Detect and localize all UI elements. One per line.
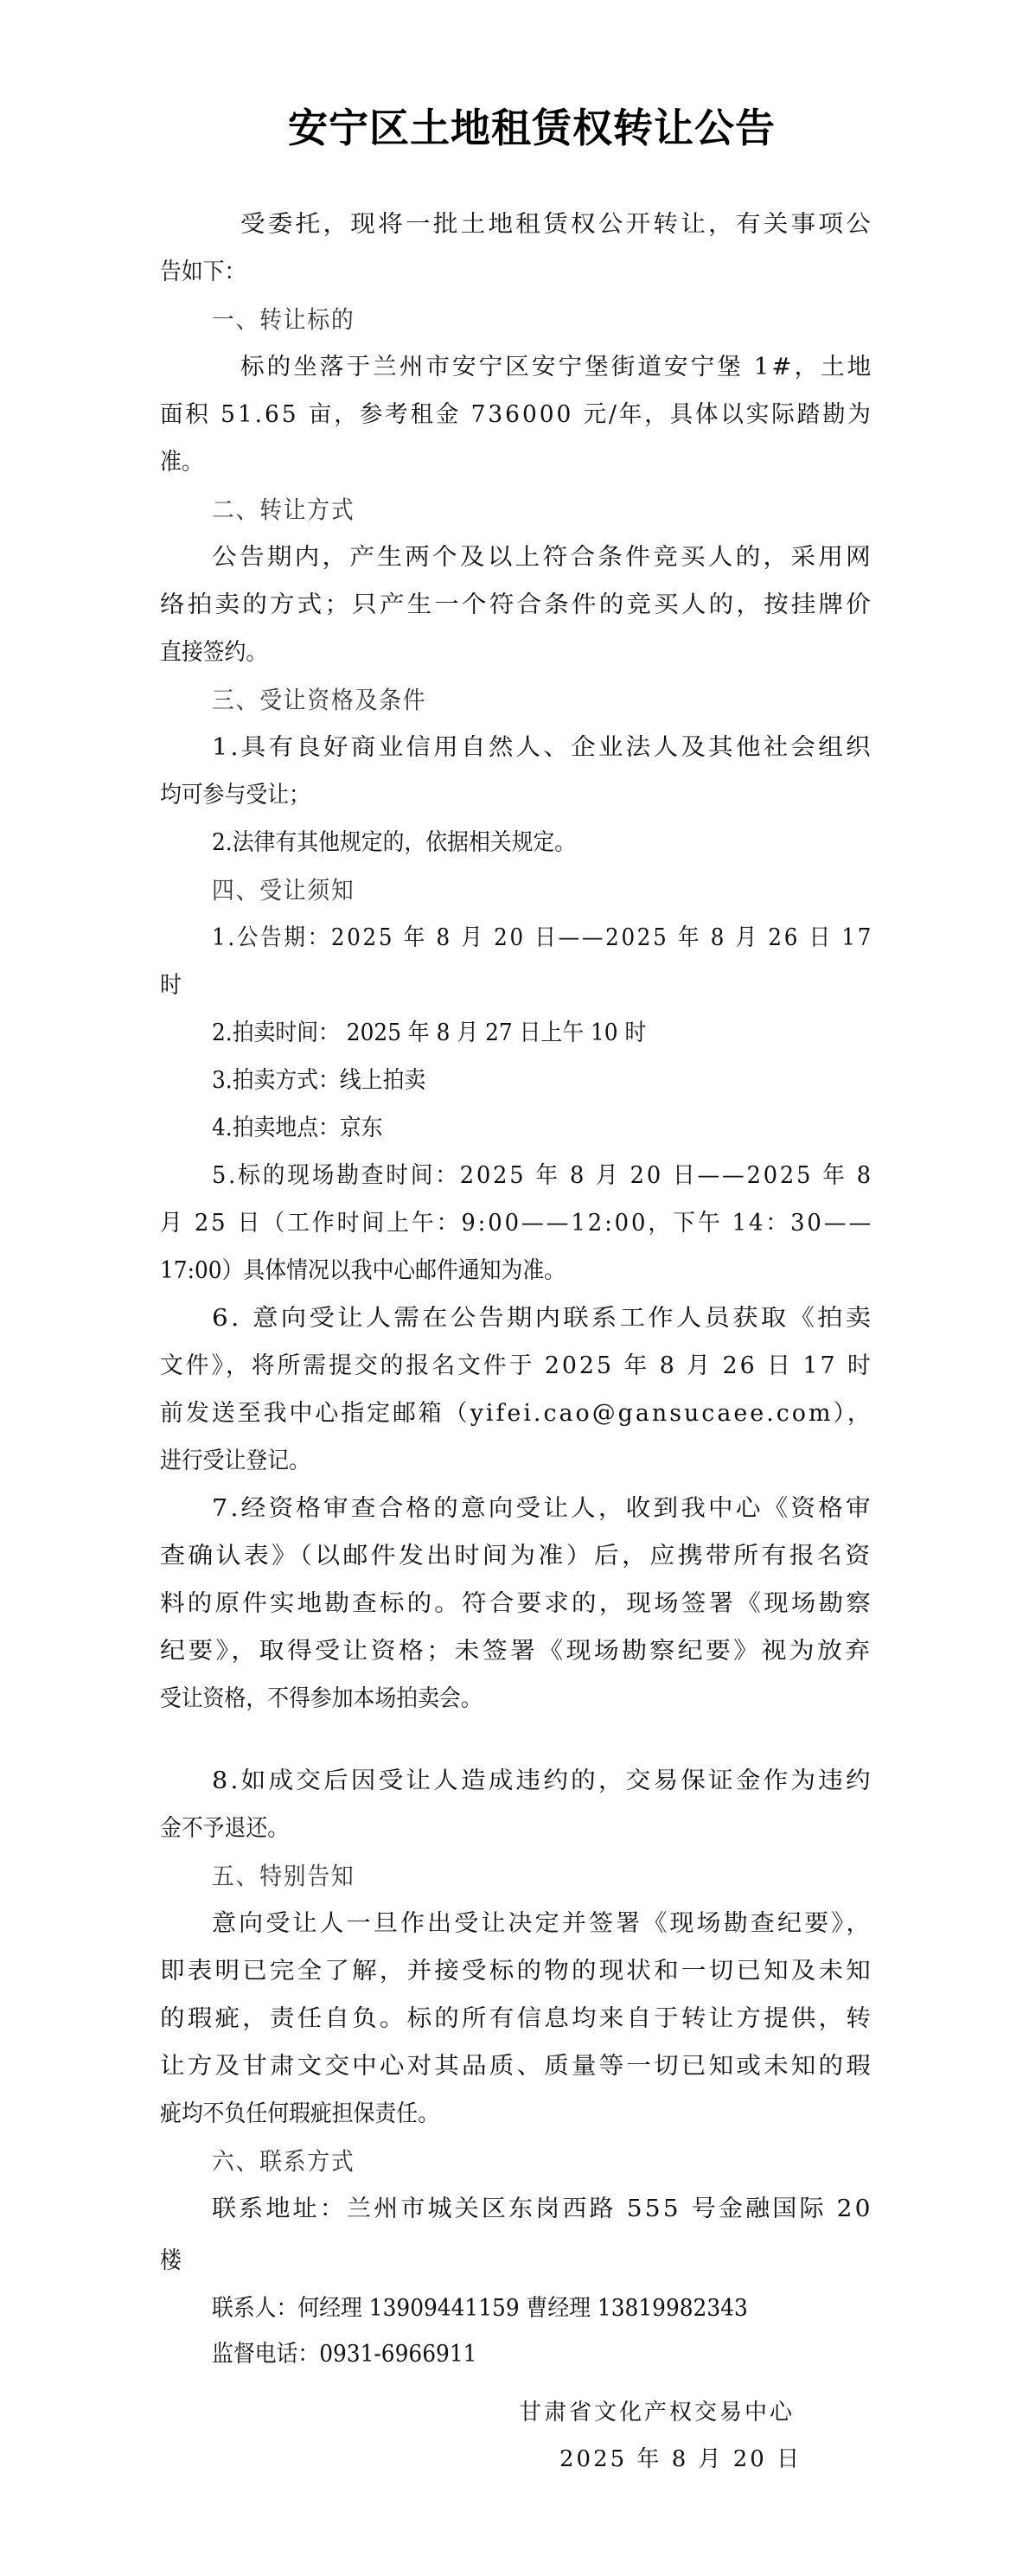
paragraph-line: 2.法律有其他规定的，依据相关规定。 xyxy=(212,829,577,856)
section-heading: 四、受让须知 xyxy=(212,876,355,904)
paragraph-line: 5.标的现场勘查时间：2025 年 8 月 20 日——2025 年 8 xyxy=(212,1162,873,1189)
paragraph-line: 意向受让人一旦作出受让决定并签署《现场勘查纪要》， xyxy=(212,1910,873,1937)
paragraph-line: 直接签约。 xyxy=(160,639,268,666)
signature-date: 2025 年 8 月 20 日 xyxy=(559,2446,802,2472)
paragraph-line: 即表明已完全了解，并接受标的物的现状和一切已知及未知 xyxy=(160,1958,874,1985)
paragraph-line: 7.经资格审查合格的意向受让人，收到我中心《资格审 xyxy=(212,1495,873,1522)
paragraph-line: 文件》，将所需提交的报名文件于 2025 年 8 月 26 日 17 时 xyxy=(160,1352,873,1379)
signature-organization: 甘肃省文化产权交易中心 xyxy=(519,2400,796,2426)
intro-line: 告如下： xyxy=(160,259,246,285)
intro-line: 受委托，现将一批土地租赁权公开转让，有关事项公 xyxy=(240,211,874,238)
paragraph-line: 2.拍卖时间： 2025 年 8 月 27 日上午 10 时 xyxy=(212,1020,647,1046)
contact-address-line: 楼 xyxy=(160,2247,182,2274)
section-heading: 三、受让资格及条件 xyxy=(212,686,427,714)
paragraph-line: 料的原件实地勘查标的。符合要求的，现场签署《现场勘察 xyxy=(160,1590,874,1617)
paragraph-line: 4.拍卖地点：京东 xyxy=(212,1115,383,1141)
paragraph-line: 查确认表》（以邮件发出时间为准）后，应携带所有报名资 xyxy=(160,1543,873,1569)
paragraph-line: 面积 51.65 亩，参考租金 736000 元/年，具体以实际踏勘为 xyxy=(160,401,873,428)
paragraph-line: 标的坐落于兰州市安宁区安宁堡街道安宁堡 1#，土地 xyxy=(240,354,874,380)
paragraph-line: 受让资格，不得参加本场拍卖会。 xyxy=(160,1685,483,1712)
paragraph-line: 疵均不负任何瑕疵担保责任。 xyxy=(160,2100,439,2127)
paragraph-line: 1.公告期：2025 年 8 月 20 日——2025 年 8 月 26 日 17 xyxy=(212,924,874,951)
paragraph-line: 8.如成交后因受让人造成违约的，交易保证金作为违约 xyxy=(212,1767,873,1794)
paragraph-line: 1.具有良好商业信用自然人、企业法人及其他社会组织 xyxy=(212,734,873,761)
contact-address-line: 联系地址：兰州市城关区东岗西路 555 号金融国际 20 xyxy=(212,2196,873,2222)
section-heading: 一、转让标的 xyxy=(212,305,355,334)
paragraph-line: 时 xyxy=(160,972,182,999)
paragraph-line: 进行受让登记。 xyxy=(160,1448,310,1474)
section-heading: 六、联系方式 xyxy=(212,2147,355,2176)
paragraph-line: 公告期内，产生两个及以上符合条件竞买人的，采用网 xyxy=(212,544,873,571)
paragraph-line: 准。 xyxy=(160,449,203,476)
paragraph-line: 6. 意向受让人需在公告期内联系工作人员获取《拍卖 xyxy=(212,1305,874,1332)
paragraph-line: 金不予退还。 xyxy=(160,1815,290,1842)
paragraph-line: 让方及甘肃文交中心对其品质、质量等一切已知或未知的瑕 xyxy=(160,2053,874,2080)
section-heading: 二、转让方式 xyxy=(212,495,355,524)
contact-persons-line: 联系人：何经理 13909441159 曹经理 13819982343 xyxy=(212,2295,748,2322)
paragraph-line: 17:00）具体情况以我中心邮件通知为准。 xyxy=(160,1257,566,1284)
paragraph-line: 纪要》，取得受让资格；未签署《现场勘察纪要》视为放弃 xyxy=(160,1638,873,1665)
document-title: 安宁区土地租赁权转让公告 xyxy=(288,105,776,151)
paragraph-line: 3.拍卖方式：线上拍卖 xyxy=(212,1067,426,1094)
paragraph-line: 均可参与受让； xyxy=(160,782,310,809)
section-heading: 五、特别告知 xyxy=(212,1862,355,1890)
email-line: 前发送至我中心指定邮箱（yifei.cao@gansucaee.com）， xyxy=(160,1400,873,1427)
supervision-phone-line: 监督电话：0931-6966911 xyxy=(212,2341,477,2368)
paragraph-line: 络拍卖的方式；只产生一个符合条件的竞买人的，按挂牌价 xyxy=(160,591,874,618)
paragraph-line: 的瑕疵，责任自负。标的所有信息均来自于转让方提供，转 xyxy=(160,2005,874,2032)
paragraph-line: 月 25 日（工作时间上午：9:00——12:00，下午 14：30—— xyxy=(160,1210,874,1237)
